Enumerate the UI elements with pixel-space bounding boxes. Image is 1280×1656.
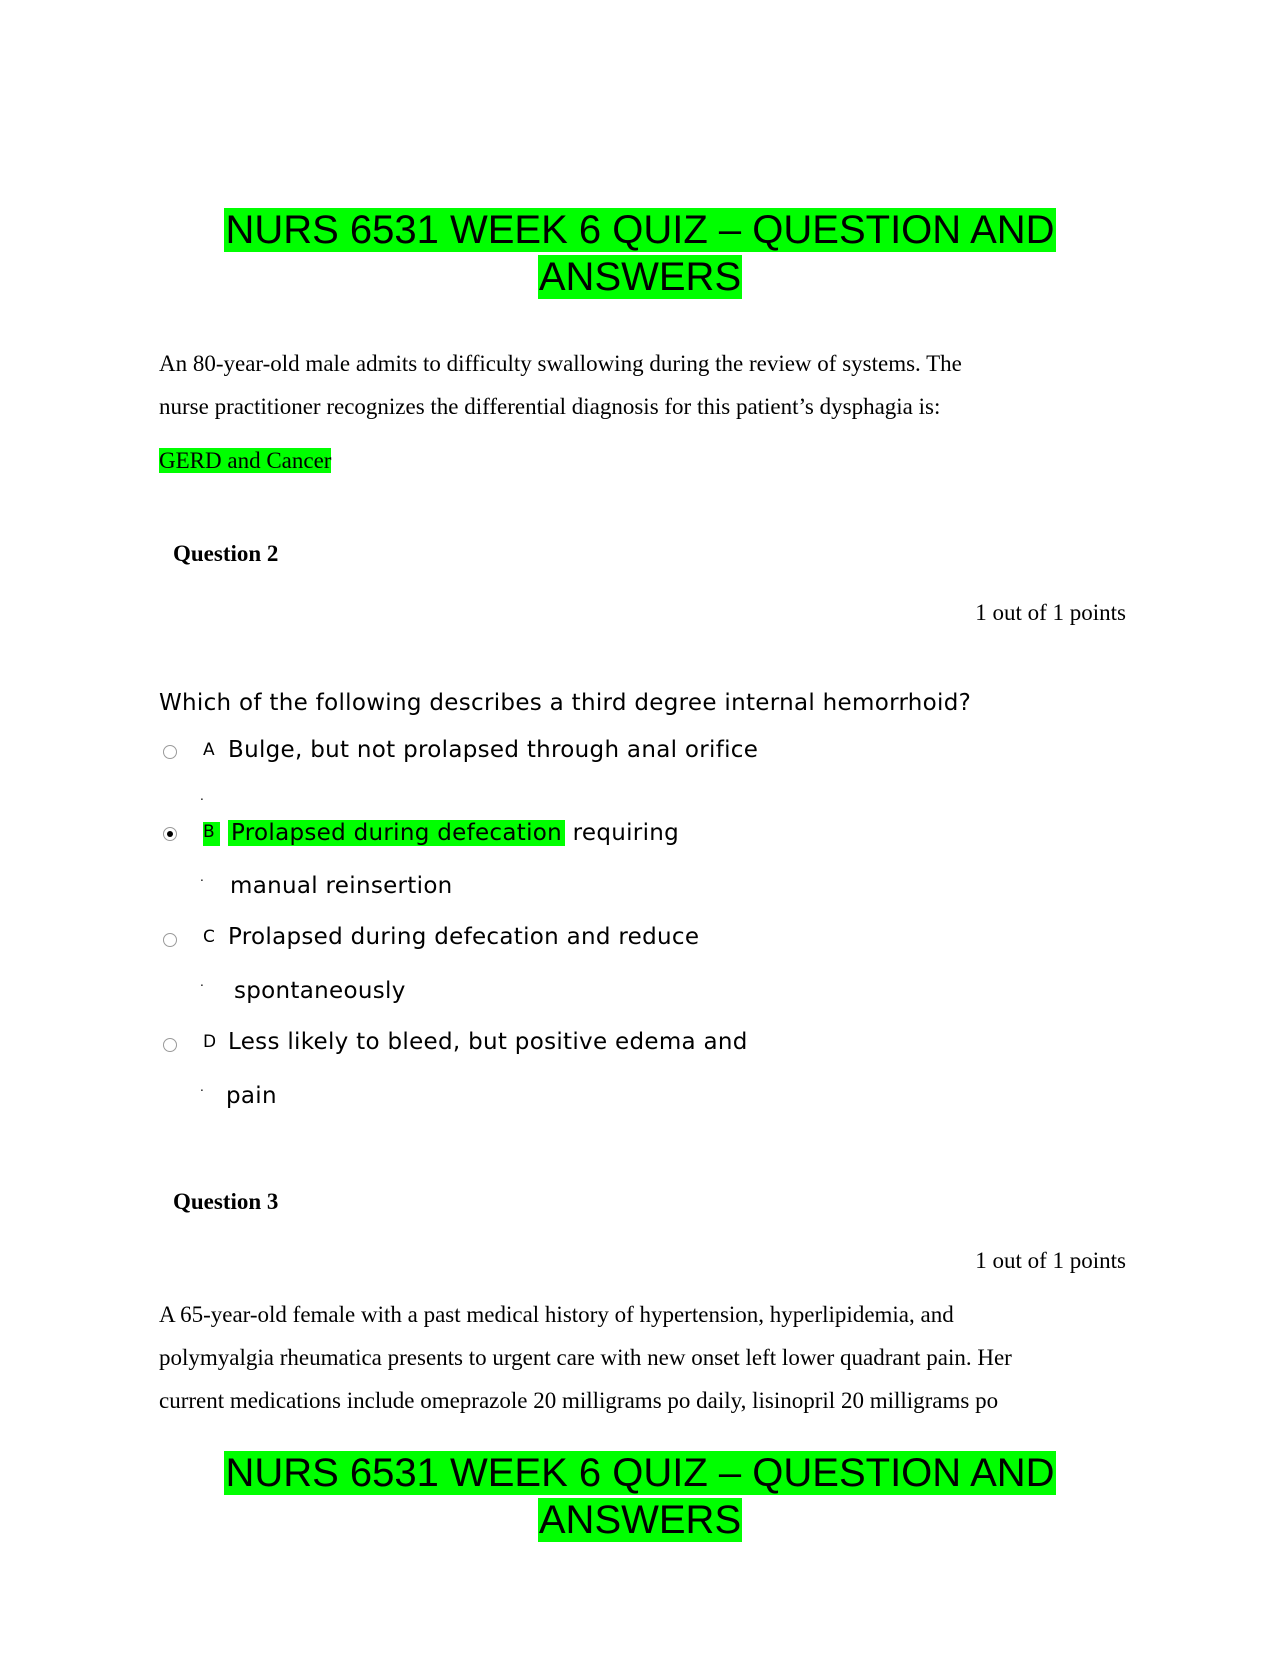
option-b-text[interactable] bbox=[228, 820, 679, 846]
option-d-bullet: . bbox=[200, 1080, 204, 1094]
option-a-letter: A bbox=[203, 740, 215, 760]
question-1-text bbox=[159, 342, 962, 428]
option-d-letter: D bbox=[203, 1032, 217, 1052]
question-1-line-2: nurse practitioner recognizes the differential diagnosis for this patient’s dysphagia is: bbox=[159, 394, 941, 419]
question-3-points: 1 out of 1 points bbox=[975, 1248, 1126, 1273]
option-c-radio[interactable] bbox=[163, 933, 177, 947]
document-title bbox=[0, 207, 1280, 301]
question-3-text bbox=[159, 1293, 1012, 1422]
option-a-bullet: . bbox=[200, 789, 204, 803]
option-b-letter: B bbox=[203, 822, 220, 846]
option-a-radio[interactable] bbox=[163, 745, 177, 759]
footer-title-line-2: ANSWERS bbox=[538, 1498, 742, 1542]
question-3-line-2: polymyalgia rheumatica presents to urgent care with new onset left lower quadrant pain. Her bbox=[159, 1345, 1012, 1370]
option-c-letter: C bbox=[203, 927, 215, 947]
question-2-heading: Question 2 bbox=[173, 541, 279, 566]
question-2-prompt: Which of the following describes a third degree internal hemorrhoid? bbox=[159, 690, 972, 716]
option-c-bullet: . bbox=[200, 975, 204, 989]
question-2-points: 1 out of 1 points bbox=[975, 600, 1126, 625]
option-b-text-line-2[interactable]: manual reinsertion bbox=[230, 873, 453, 899]
option-b-highlight: Prolapsed during defecation bbox=[228, 820, 565, 846]
question-1-answer-text: GERD and Cancer bbox=[159, 448, 332, 473]
question-1-answer bbox=[159, 446, 331, 475]
option-d-radio[interactable] bbox=[163, 1038, 177, 1052]
option-c-text-line-2[interactable]: spontaneously bbox=[234, 978, 406, 1004]
question-3-heading: Question 3 bbox=[173, 1189, 279, 1214]
footer-title bbox=[0, 1450, 1280, 1544]
question-1-line-1: An 80-year-old male admits to difficulty swallowing during the review of systems. The bbox=[159, 351, 962, 376]
question-3-line-1: A 65-year-old female with a past medical history of hypertension, hyperlipidemia, and bbox=[159, 1302, 954, 1327]
option-a-text[interactable]: Bulge, but not prolapsed through anal orifice bbox=[228, 737, 759, 763]
question-3-line-3: current medications include omeprazole 20 milligrams po daily, lisinopril 20 milligrams po bbox=[159, 1388, 999, 1413]
option-c-text[interactable]: Prolapsed during defecation and reduce bbox=[228, 924, 700, 950]
title-line-2: ANSWERS bbox=[538, 255, 742, 299]
title-line-1: NURS 6531 WEEK 6 QUIZ – QUESTION AND bbox=[225, 208, 1055, 252]
option-b-radio[interactable] bbox=[163, 827, 177, 841]
footer-title-line-1: NURS 6531 WEEK 6 QUIZ – QUESTION AND bbox=[225, 1451, 1055, 1495]
option-b-rest: requiring bbox=[565, 820, 680, 846]
option-b-bullet: . bbox=[200, 870, 204, 884]
option-d-text-line-2[interactable]: pain bbox=[226, 1083, 277, 1109]
option-d-text[interactable]: Less likely to bleed, but positive edema and bbox=[228, 1029, 748, 1055]
